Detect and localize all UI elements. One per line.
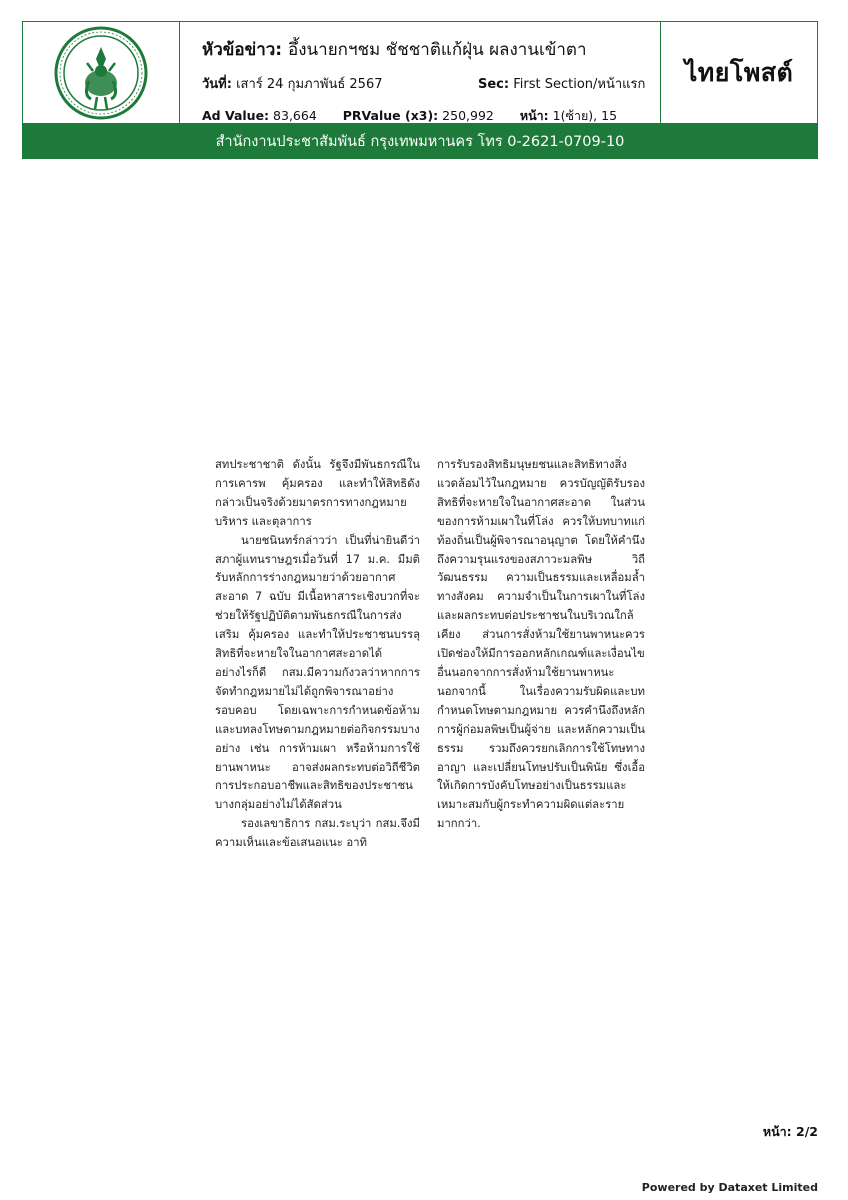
publication-cell <box>661 22 817 123</box>
page-number: หน้า: 2/2 <box>762 1124 818 1139</box>
section-label: Sec: <box>478 77 510 92</box>
ad-value-label: Ad Value: <box>202 108 270 123</box>
publication-name: ไทยโพสต์ <box>684 57 794 87</box>
headline: อึ้งนายกฯชม ชัชชาติแก้ฝุ่น ผลงานเข้าตา <box>288 40 587 60</box>
headline-row <box>202 36 660 63</box>
ad-value: 83,664 <box>273 108 317 123</box>
article-paragraph: นายชนินทร์กล่าวว่า เป็นที่น่ายินดีว่าสภาผู้แทนราษฎรเมื่อวันที่ 17 ม.ค. มีมติรับหลักการร่างกฎหมายว่าด้วยอากาศสะอาด 7 ฉบับ มีเนื้อหาสาระเชิงบวกที่จะช่วยให้รัฐปฏิบัติตามพันธกรณีในการส่งเสริม คุ้มครอง และทำให้ประชาชนบรรลุสิทธิที่จะหายใจในอากาศสะอาดได้ อย่างไรก็ดี กสม.มีความกังวลว่าหากการจัดทำกฎหมายไม่ได้ถูกพิจารณาอย่างรอบคอบ โดยเฉพาะการกำหนดข้อห้ามและบทลงโทษตามกฎหมายต่อกิจกรรมบางอย่าง เช่น การห้ามเผา หรือห้ามการใช้ยานพาหนะ อาจส่งผลกระทบต่อวิถีชีวิต การประกอบอาชีพและสิทธิของประชาชนบางกลุ่มอย่างไม่ได้สัดส่วน <box>215 533 420 812</box>
date-label: วันที่: <box>202 77 232 92</box>
clipping-header <box>22 21 818 124</box>
section-field <box>478 73 645 94</box>
date-field <box>202 73 478 94</box>
article-column-right <box>437 456 645 834</box>
page-label: หน้า: <box>519 108 549 123</box>
pr-office-banner: สำนักงานประชาสัมพันธ์ กรุงเทพมหานคร โทร 0-2621-0709-10 <box>22 124 818 159</box>
date-row <box>202 73 660 94</box>
section-value: First Section/หน้าแรก <box>513 77 646 92</box>
article-paragraph: สทประชาชาติ ดังนั้น รัฐจึงมีพันธกรณีในการเคารพ คุ้มครอง และทำให้สิทธิดังกล่าวเป็นจริงด้วยมาตรการทางกฎหมาย บริหาร และตุลาการ <box>215 458 420 528</box>
article-paragraph: การรับรองสิทธิมนุษยชนและสิทธิทางสิ่งแวดล้อมไว้ในกฎหมาย ควรบัญญัติรับรองสิทธิที่จะหายใจในอากาศสะอาด ในส่วนของการห้ามเผาในที่โล่ง ควรให้บทบาทแก่ท้องถิ่นเป็นผู้พิจารณาอนุญาต โดยให้คำนึงถึงความรุนแรงของสภาวะมลพิษ วิถีวัฒนธรรม ความเป็นธรรมและเหลื่อมล้ำทางสังคม ความจำเป็นในการเผาในที่โล่ง และผลกระทบต่อประชาชนในบริเวณใกล้เคียง ส่วนการสั่งห้ามใช้ยานพาหนะควรเปิดช่องให้มีการออกหลักเกณฑ์และเงื่อนไขอื่นนอกจากการสั่งห้ามใช้ยานพาหนะ นอกจากนี้ ในเรื่องความรับผิดและบทกำหนดโทษตามกฎหมาย ควรคำนึงถึงหลักการผู้ก่อมลพิษเป็นผู้จ่าย และหลักความเป็นธรรม รวมถึงควรยกเลิกการใช้โทษทางอาญา และเปลี่ยนโทษปรับเป็นพินัย ซึ่งเอื้อให้เกิดการบังคับโทษอย่างเป็นธรรมและเหมาะสมกับผู้กระทำความผิดแต่ละรายมากกว่า. <box>437 458 645 831</box>
clipping-info <box>180 22 661 123</box>
value-row <box>202 106 660 126</box>
date-value: เสาร์ 24 กุมภาพันธ์ 2567 <box>236 77 383 92</box>
article-paragraph: รองเลขาธิการ กสม.ระบุว่า กสม.จึงมีความเห็นและข้อเสนอแนะ อาทิ <box>215 817 420 850</box>
headline-label: หัวข้อข่าว: <box>202 40 283 60</box>
powered-by: Powered by Dataxet Limited <box>641 1181 818 1194</box>
pr-value-label: PRValue (x3): <box>342 108 439 123</box>
page-value: 1(ซ้าย), 15 <box>552 108 618 123</box>
article-column-left <box>215 456 420 853</box>
pr-value: 250,992 <box>442 108 494 123</box>
logo-cell <box>23 22 180 123</box>
bangkok-city-seal-icon <box>53 25 149 121</box>
